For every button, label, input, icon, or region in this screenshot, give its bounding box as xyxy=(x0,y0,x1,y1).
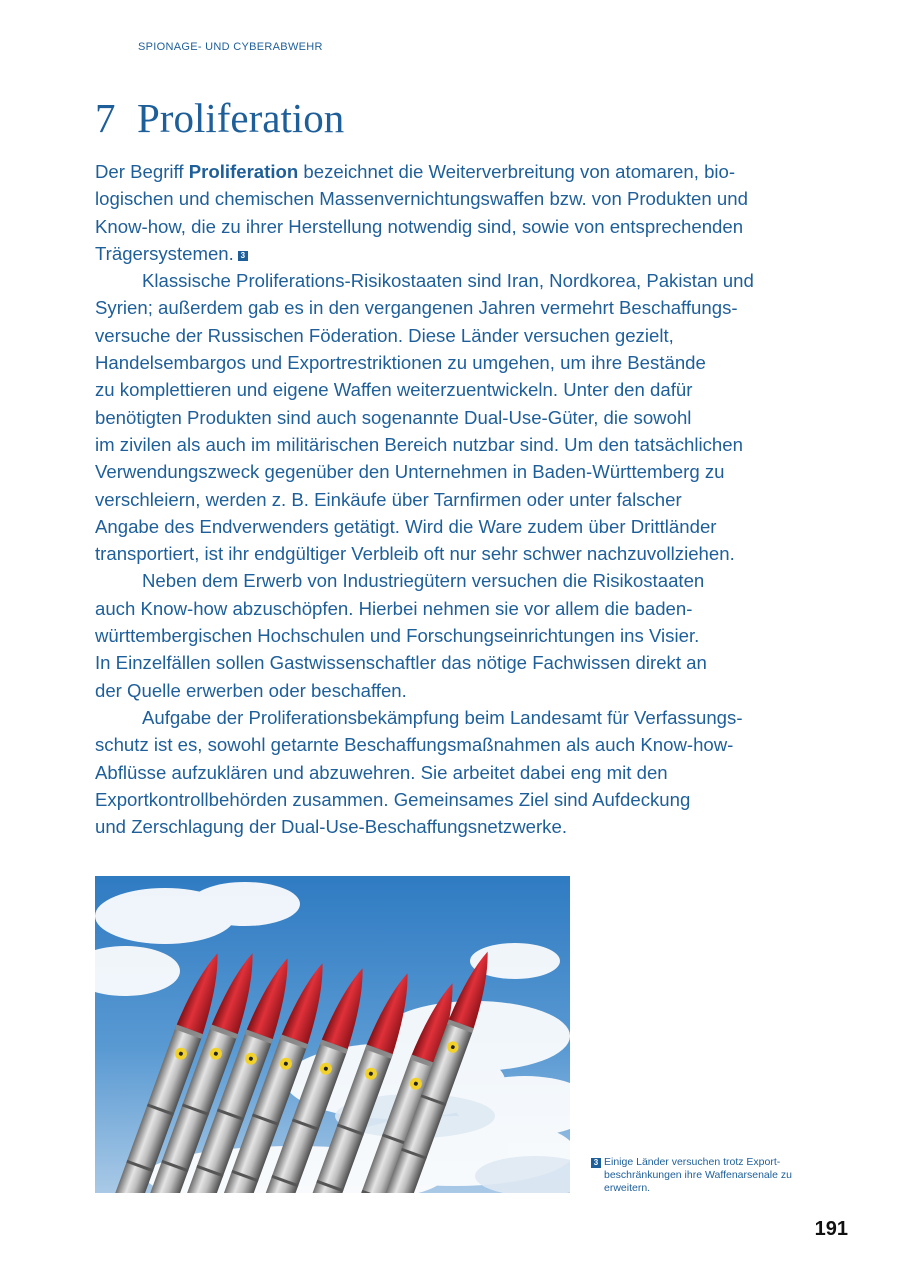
caption-line: 3 Einige Länder versuchen trotz Export- xyxy=(591,1156,841,1169)
text-span: Verwendungszweck gegenüber den Unternehmen in Baden-Württemberg zu xyxy=(95,461,725,483)
running-head: SPIONAGE- UND CYBERABWEHR xyxy=(138,41,323,53)
text-line xyxy=(95,731,855,758)
figure-ref-badge[interactable]: 3 xyxy=(238,251,248,261)
text-line xyxy=(95,458,855,485)
text-span: benötigten Produkten sind auch sogenannte Dual-Use-Güter, die sowohl xyxy=(95,406,692,428)
text-line xyxy=(95,513,855,540)
text-line xyxy=(95,294,855,321)
chapter-title xyxy=(95,94,344,142)
text-span: zu komplettieren und eigene Waffen weiterzuentwickeln. Unter den dafür xyxy=(95,379,693,401)
text-span: bezeichnet die Weiterverbreitung von atomaren, bio- xyxy=(298,161,736,182)
text-span: im zivilen als auch im militärischen Bereich nutzbar sind. Um den tatsächlichen xyxy=(95,433,743,455)
text-span: versuche der Russischen Föderation. Diese Länder versuchen gezielt, xyxy=(95,324,674,346)
text-span: Abflüsse aufzuklären und abzuwehren. Sie arbeitet dabei eng mit den xyxy=(95,761,668,783)
text-line xyxy=(95,486,855,513)
text-line xyxy=(95,185,855,212)
text-span: der Quelle erwerben oder beschaffen. xyxy=(95,679,407,701)
text-line xyxy=(95,240,855,267)
text-span: Der Begriff xyxy=(95,161,189,182)
page-number: 191 xyxy=(814,1218,848,1240)
missiles-photo xyxy=(95,876,570,1193)
caption-line: beschränkungen ihre Waffenarsenale zu xyxy=(604,1169,792,1181)
text-line xyxy=(95,704,855,731)
paragraph xyxy=(95,704,855,840)
text-span: auch Know-how abzuschöpfen. Hierbei nehmen sie vor allem die baden- xyxy=(95,597,693,619)
text-span: transportiert, ist ihr endgültiger Verbleib oft nur sehr schwer nachzuvollziehen. xyxy=(95,543,735,565)
text-span: Trägersystemen. xyxy=(95,242,234,264)
figure-caption xyxy=(591,1156,841,1195)
text-line xyxy=(95,567,855,594)
text-line xyxy=(95,267,855,294)
text-span: Neben dem Erwerb von Industriegütern versuchen die Risikostaaten xyxy=(142,570,705,592)
keyword-proliferation: Proliferation xyxy=(188,161,299,182)
text-span: logischen und chemischen Massenvernichtungswaffen bzw. von Produkten und xyxy=(95,188,748,210)
text-line xyxy=(95,813,855,840)
paragraph xyxy=(95,267,855,567)
text-span: Handelsembargos und Exportrestriktionen zu umgehen, um ihre Bestände xyxy=(95,352,706,374)
text-line xyxy=(95,786,855,813)
paragraph xyxy=(95,158,855,267)
body-text xyxy=(95,158,855,840)
chapter-number: 7 xyxy=(95,95,116,141)
text-span: Exportkontrollbehörden zusammen. Gemeinsames Ziel sind Aufdeckung xyxy=(95,788,691,810)
text-span: württembergischen Hochschulen und Forschungseinrichtungen ins Visier. xyxy=(95,625,700,647)
text-line xyxy=(95,759,855,786)
text-line xyxy=(95,622,855,649)
text-line xyxy=(95,404,855,431)
text-line xyxy=(95,649,855,676)
text-span: Klassische Proliferations-Risikostaaten sind Iran, Nordkorea, Pakistan und xyxy=(142,270,754,292)
text-line xyxy=(95,677,855,704)
text-line xyxy=(95,213,855,240)
text-span: Aufgabe der Proliferationsbekämpfung beim Landesamt für Verfassungs- xyxy=(142,706,743,728)
text-span: schutz ist es, sowohl getarnte Beschaffungsmaßnahmen als auch Know-how- xyxy=(95,734,734,756)
chapter-title-text: Proliferation xyxy=(137,95,345,141)
caption-line: erweitern. xyxy=(604,1182,651,1194)
text-span: In Einzelfällen sollen Gastwissenschaftler das nötige Fachwissen direkt an xyxy=(95,652,707,674)
text-line xyxy=(95,540,855,567)
text-line xyxy=(95,322,855,349)
text-line xyxy=(95,349,855,376)
text-span: Syrien; außerdem gab es in den vergangenen Jahren vermehrt Beschaffungs- xyxy=(95,297,738,319)
text-line xyxy=(95,376,855,403)
figure-ref-badge: 3 xyxy=(591,1158,601,1168)
text-line xyxy=(95,595,855,622)
text-line xyxy=(95,158,855,185)
text-span: verschleiern, werden z. B. Einkäufe über Tarnfirmen oder unter falscher xyxy=(95,488,682,510)
paragraph xyxy=(95,567,855,703)
text-span: und Zerschlagung der Dual-Use-Beschaffungsnetzwerke. xyxy=(95,816,567,838)
text-span: Angabe des Endverwenders getätigt. Wird die Ware zudem über Drittländer xyxy=(95,515,717,537)
text-line xyxy=(95,431,855,458)
text-span: Know-how, die zu ihrer Herstellung notwendig sind, sowie von entsprechenden xyxy=(95,215,744,237)
